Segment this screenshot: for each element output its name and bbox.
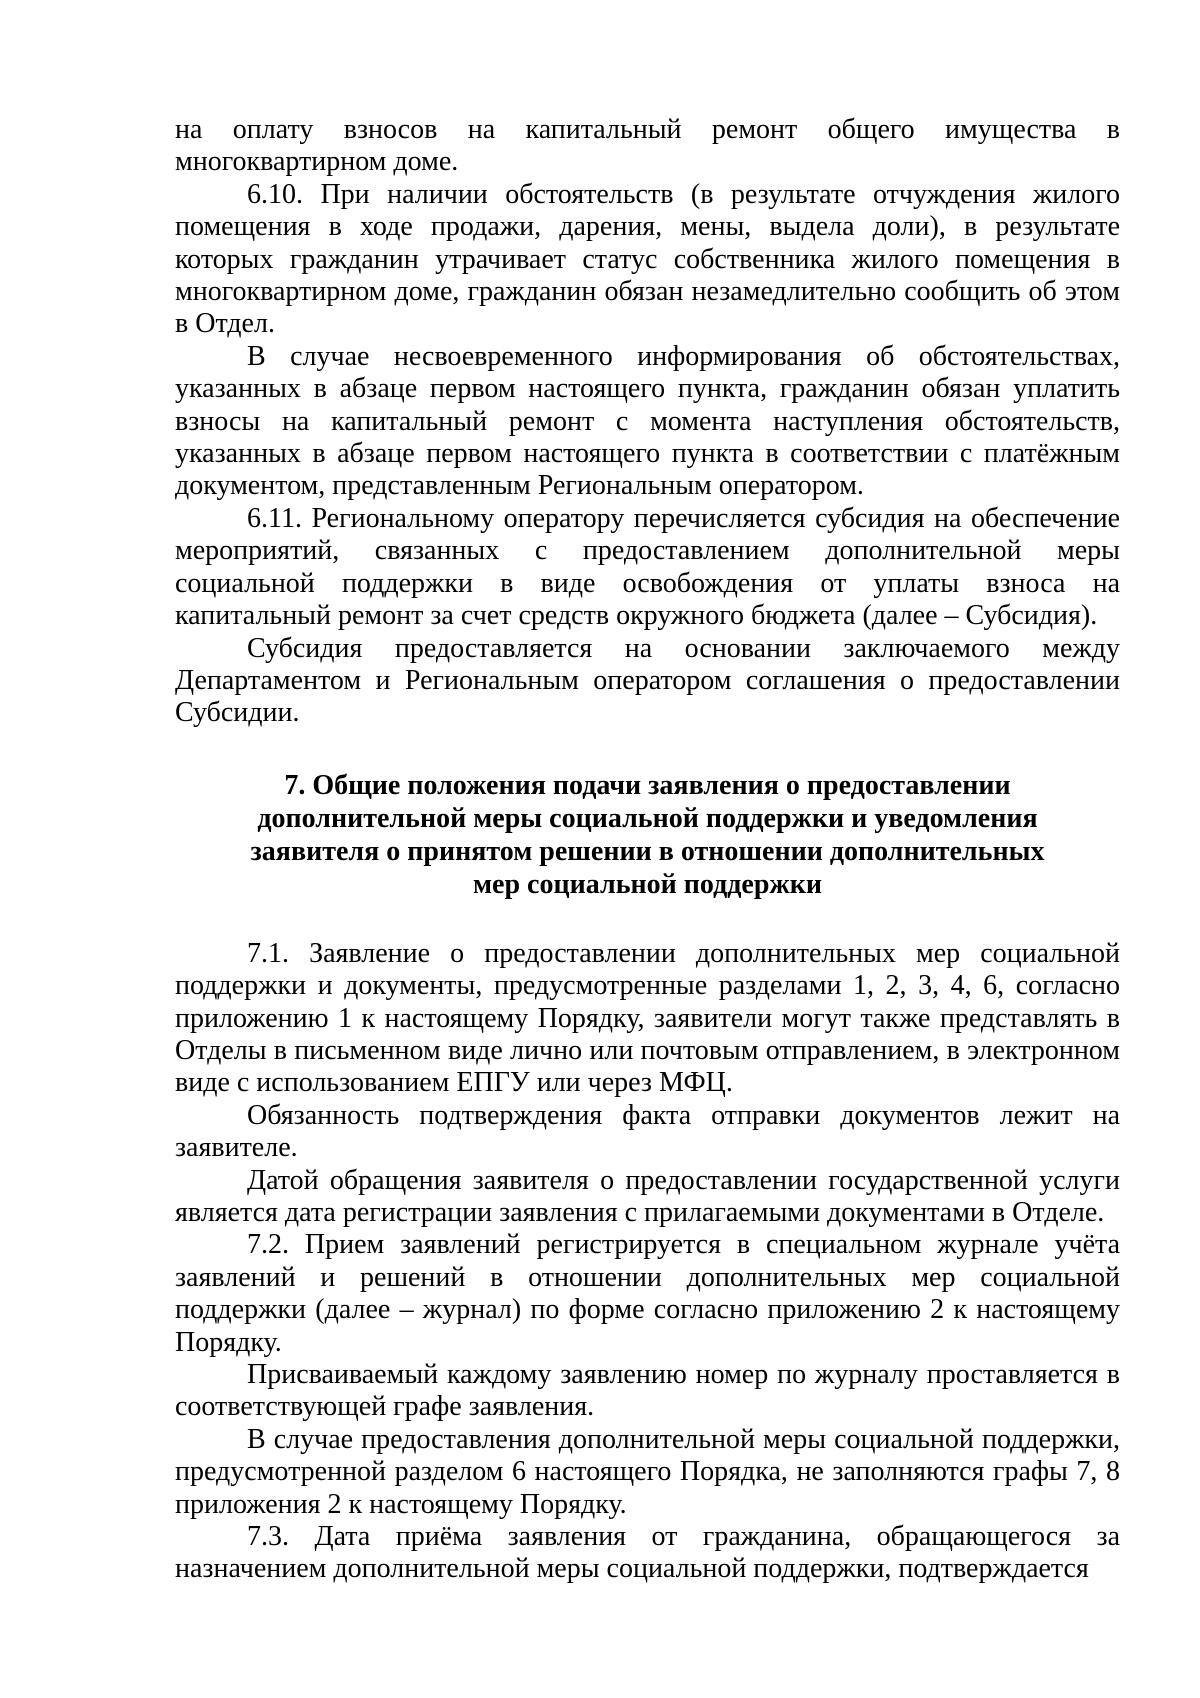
paragraph-6-11: 6.11. Региональному оператору перечисляется субсидия на обеспечение мероприятий, связанных с предоставлением дополнительной меры социальной поддержки в виде освобождения от уплаты взноса на капитальный ремонт за счет средств окружного бюджета (далее – Субсидия). bbox=[175, 502, 1120, 632]
paragraph-7-2: 7.2. Прием заявлений регистрируется в специальном журнале учёта заявлений и решений в отношении дополнительных мер социальной поддержки (далее – журнал) по форме согласно приложению 2 к настоящему Порядку. bbox=[175, 1229, 1120, 1358]
paragraph-7-1-obligation: Обязанность подтверждения факта отправки документов лежит на заявителе. bbox=[175, 1099, 1120, 1164]
paragraph-6-10: 6.10. При наличии обстоятельств (в результате отчуждения жилого помещения в ходе продажи, дарения, мены, выдела доли), в результате которых гражданин утрачивает статус собственника жилого помещения в многоквартирном доме, гражданин обязан незамедлительно сообщить об этом в Отдел. bbox=[175, 178, 1120, 340]
section-heading-line: 7. Общие положения подачи заявления о предоставлении bbox=[284, 769, 1011, 801]
paragraph-7-1: 7.1. Заявление о предоставлении дополнительных мер социальной поддержки и документы, предусмотренные разделами 1, 2, 3, 4, 6, согласно приложению 1 к настоящему Порядку, заявители могут также представлять в Отделы в письменном виде лично или почтовым отправлением, в электронном виде с использованием ЕПГУ или через МФЦ. bbox=[175, 937, 1120, 1099]
paragraph-continuation: на оплату взносов на капитальный ремонт общего имущества в многоквартирном доме. bbox=[175, 114, 1120, 178]
paragraph-6-10-late-notice: В случае несвоевременного информирования об обстоятельствах, указанных в абзаце первом настоящего пункта, гражданин обязан уплатить взносы на капитальный ремонт с момента наступления обстоятельств, указанных в абзаце первом настоящего пункта в соответствии с платёжным документом, представленным Региональным оператором. bbox=[175, 340, 1120, 502]
paragraph-6-11-subsidy: Субсидия предоставляется на основании заключаемого между Департаментом и Региональным оператором соглашения о предоставлении Субсидии. bbox=[175, 632, 1120, 729]
paragraph-7-1-date: Датой обращения заявителя о предоставлении государственной услуги является дата регистрации заявления с прилагаемыми документами в Отделе. bbox=[175, 1164, 1120, 1228]
section-7-heading bbox=[175, 769, 1120, 901]
paragraph-7-2-section-6: В случае предоставления дополнительной меры социальной поддержки, предусмотренной разделом 6 настоящего Порядка, не заполняются графы 7, 8 приложения 2 к настоящему Порядку. bbox=[175, 1423, 1120, 1520]
section-heading-line: дополнительной меры социальной поддержки и уведомления bbox=[257, 802, 1038, 834]
section-heading-line: заявителя о принятом решении в отношении дополнительных bbox=[250, 835, 1045, 867]
section-heading-line: мер социальной поддержки bbox=[472, 868, 822, 900]
paragraph-7-2-number: Присваиваемый каждому заявлению номер по журналу проставляется в соответствующей графе заявления. bbox=[175, 1359, 1120, 1423]
paragraph-7-3: 7.3. Дата приёма заявления от гражданина, обращающегося за назначением дополнительной меры социальной поддержки, подтверждается bbox=[175, 1521, 1120, 1585]
